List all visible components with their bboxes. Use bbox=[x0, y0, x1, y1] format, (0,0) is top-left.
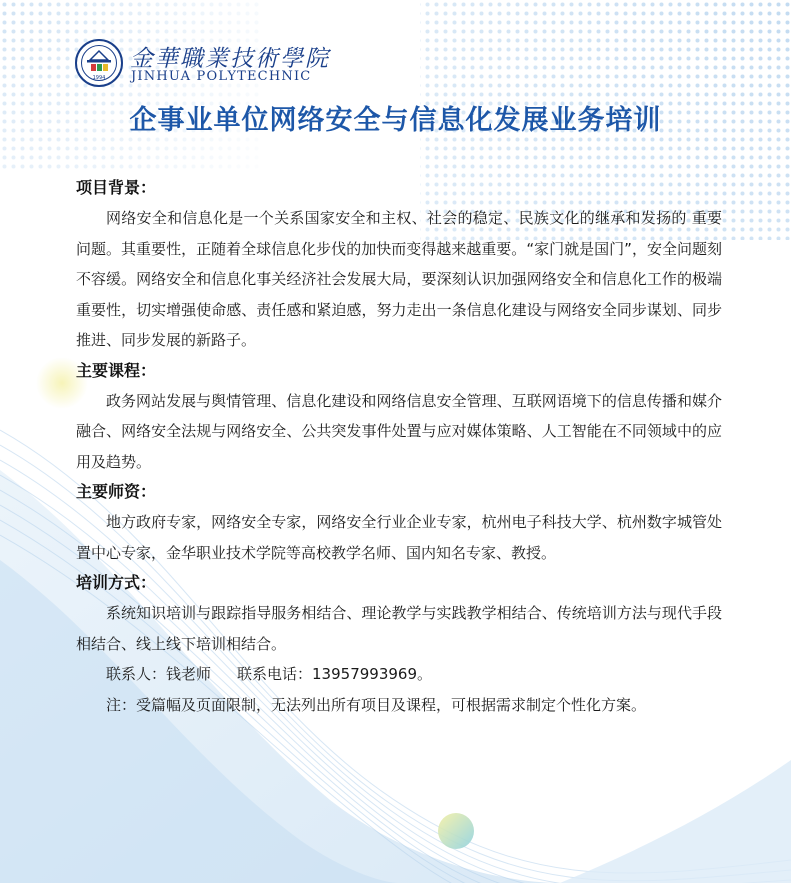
contact-phone[interactable]: 联系电话：13957993969。 bbox=[237, 665, 432, 683]
school-name-english: JINHUA POLYTECHNIC bbox=[131, 69, 312, 84]
section-faculty bbox=[76, 477, 722, 568]
content-body bbox=[76, 173, 722, 720]
section-paragraph: 地方政府专家，网络安全专家，网络安全行业企业专家，杭州电子科技大学、杭州数字城管处置中心专家，金华职业技术学院等高校教学名师、国内知名专家、教授。 bbox=[76, 513, 722, 562]
footnote: 注：受篇幅及页面限制，无法列出所有项目及课程，可根据需求制定个性化方案。 bbox=[106, 695, 647, 714]
school-logo bbox=[74, 38, 374, 88]
section-heading: 主要师资： bbox=[76, 482, 157, 501]
svg-text:1994: 1994 bbox=[92, 75, 106, 81]
contact-person: 联系人：钱老师 bbox=[106, 665, 212, 683]
contact-info bbox=[76, 659, 722, 690]
school-seal-icon bbox=[74, 38, 124, 88]
school-name-chinese: 金華職業技術學院 bbox=[130, 46, 330, 72]
section-training-method bbox=[76, 568, 722, 659]
section-courses bbox=[76, 356, 722, 478]
section-heading: 培训方式： bbox=[76, 573, 157, 592]
section-paragraph: 网络安全和信息化是一个关系国家安全和主权、社会的稳定、民族文化的继承和发扬的 重要问题。其重要性，正随着全球信息化步伐的加快而变得越来越重要。“家门就是国门”，安全问题刻不容缓。网络安全和信息化事关经济社会发展大局，要深刻认识加强网络安全和信息化工作的极端重要性，切实增强使命感、责任感和紧迫感，努力走出一条信息化建设与网络安全同步谋划、同步推进、同步发展的新路子。 bbox=[76, 209, 722, 349]
section-background bbox=[76, 173, 722, 356]
page-title: 企事业单位网络安全与信息化发展业务培训 bbox=[129, 105, 662, 136]
section-heading: 项目背景： bbox=[76, 178, 157, 197]
section-paragraph: 政务网站发展与舆情管理、信息化建设和网络信息安全管理、互联网语境下的信息传播和媒介融合、网络安全法规与网络安全、公共突发事件处置与应对媒体策略、人工智能在不同领域中的应用及趋势。 bbox=[76, 391, 722, 471]
section-paragraph: 系统知识培训与跟踪指导服务相结合、理论教学与实践教学相结合、传统培训方法与现代手段相结合、线上线下培训相结合。 bbox=[76, 604, 722, 653]
section-heading: 主要课程： bbox=[76, 360, 157, 380]
